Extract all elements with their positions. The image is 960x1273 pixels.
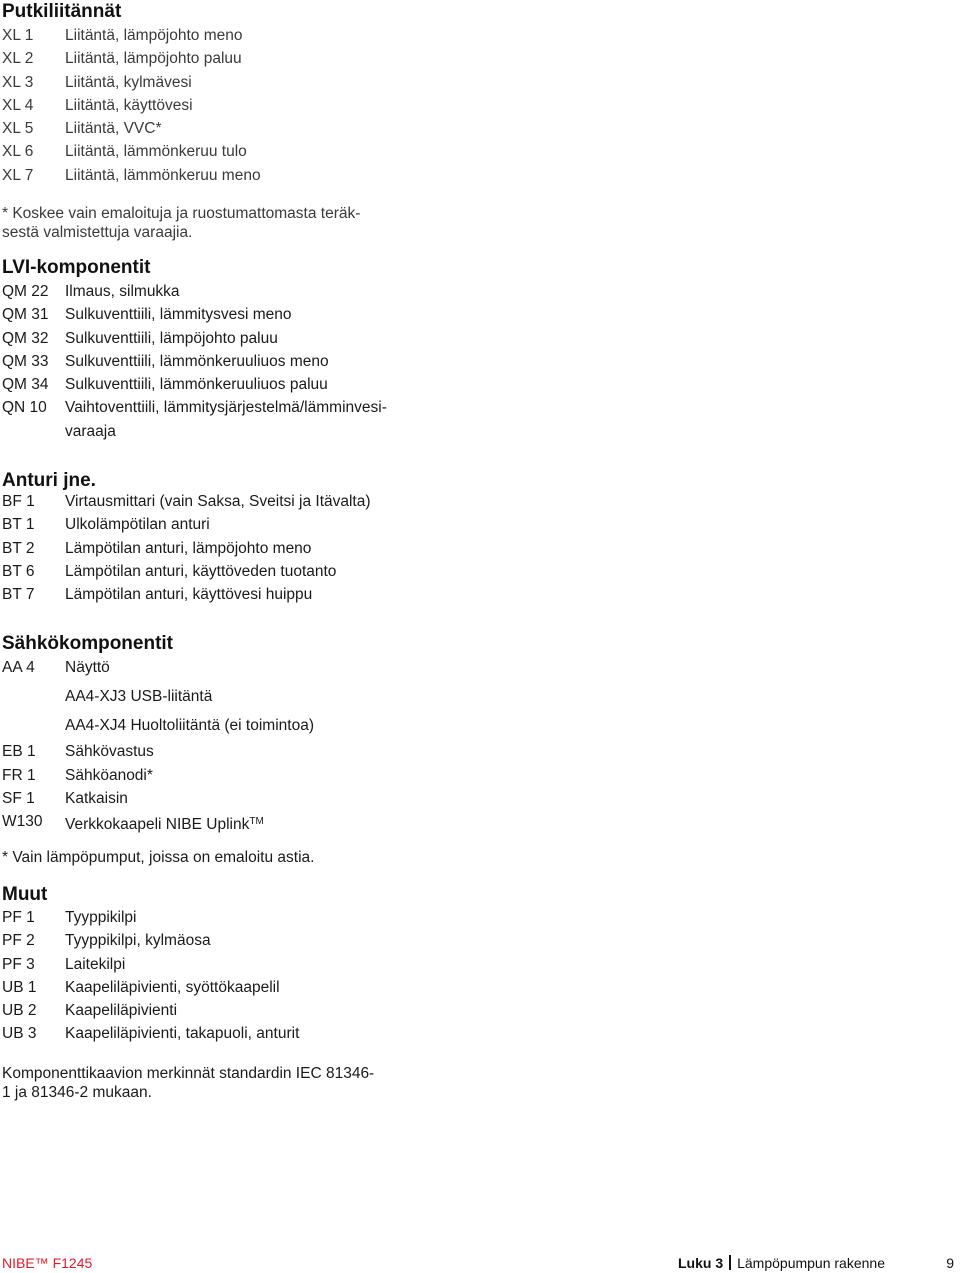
item-desc: Lämpötilan anturi, käyttövesi huippu xyxy=(65,586,313,604)
item-desc: Vaihtoventtiili, lämmitysjärjestelmä/lämminvesi- xyxy=(65,399,387,417)
item-code: BT 6 xyxy=(2,562,35,580)
item-code: UB 1 xyxy=(2,978,37,996)
chapter-label xyxy=(678,1253,885,1273)
list-item xyxy=(0,373,500,396)
trademark-sup: TM xyxy=(249,816,264,828)
chapter-number: Luku 3 xyxy=(677,1255,724,1271)
list-item xyxy=(0,164,500,187)
item-code: PF 3 xyxy=(2,955,35,973)
note-line: 1 ja 81346-2 mukaan. xyxy=(2,1084,152,1101)
list-item xyxy=(0,740,500,763)
list-item xyxy=(0,94,500,117)
section-putkiliitannat xyxy=(2,1,121,23)
list-item xyxy=(0,976,500,999)
list-item xyxy=(0,929,500,952)
list-item xyxy=(0,560,500,583)
item-desc: Liitäntä, kylmävesi xyxy=(65,73,192,91)
section-lvi xyxy=(2,257,150,279)
item-desc: Kaapeliläpivienti, syöttökaapelil xyxy=(65,978,280,996)
sub-item: AA4-XJ4 Huoltoliitäntä (ei toimintoa) xyxy=(65,717,314,735)
section-title: Sähkökomponentit xyxy=(2,633,174,654)
putki-footnote xyxy=(2,204,422,242)
item-code: BF 1 xyxy=(2,493,35,510)
list-item xyxy=(0,140,500,163)
section-anturi xyxy=(2,470,96,492)
item-desc: Tyyppikilpi xyxy=(65,909,137,926)
item-code: XL 4 xyxy=(2,96,34,114)
item-code: SF 1 xyxy=(2,789,35,807)
anturi-list xyxy=(0,490,500,606)
item-desc: Kaapeliläpivienti, takapuoli, anturit xyxy=(65,1025,300,1043)
page-footer xyxy=(0,1253,960,1273)
item-desc: Lämpötilan anturi, lämpöjohto meno xyxy=(65,539,312,557)
list-item xyxy=(0,327,500,350)
item-code: AA 4 xyxy=(2,659,35,676)
footnote-line: sestä valmistettuja varaajia. xyxy=(2,224,193,241)
footnote-line: * Koskee vain emaloituja ja ruostumattomasta teräk- xyxy=(2,205,361,222)
item-code: XL 1 xyxy=(2,27,34,44)
sahko-list xyxy=(0,656,500,833)
section-title: LVI-komponentit xyxy=(2,257,151,278)
sahko-footnote: * Vain lämpöpumput, joissa on emaloitu astia. xyxy=(2,849,315,866)
section-title: Putkiliitännät xyxy=(2,1,122,22)
item-desc: Sulkuventtiili, lämmitysvesi meno xyxy=(65,306,292,324)
list-item xyxy=(0,71,500,94)
item-desc: Tyyppikilpi, kylmäosa xyxy=(65,932,211,950)
item-desc: Lämpötilan anturi, käyttöveden tuotanto xyxy=(65,562,337,580)
item-desc: Sulkuventtiili, lämpöjohto paluu xyxy=(65,329,278,347)
item-desc: Liitäntä, lämmönkeruu meno xyxy=(65,166,261,184)
list-item xyxy=(0,280,500,303)
muut-list xyxy=(0,906,500,1046)
item-code: UB 3 xyxy=(2,1025,37,1043)
item-desc: Sulkuventtiili, lämmönkeruuliuos paluu xyxy=(65,376,328,394)
list-item xyxy=(0,656,500,679)
list-item xyxy=(0,303,500,326)
list-item xyxy=(0,953,500,976)
item-desc: Ulkolämpötilan anturi xyxy=(65,516,210,534)
item-code: QM 32 xyxy=(2,329,49,347)
section-title: Muut xyxy=(2,884,48,905)
item-code: W130 xyxy=(2,813,43,831)
note-line: Komponenttikaavion merkinnät standardin IEC 81346- xyxy=(2,1065,375,1082)
item-desc: Liitäntä, lämpöjohto meno xyxy=(65,27,243,44)
item-desc: Sähkövastus xyxy=(65,743,154,761)
item-desc: Liitäntä, käyttövesi xyxy=(65,96,193,114)
item-desc: Näyttö xyxy=(65,659,110,676)
chapter-title: Lämpöpumpun rakenne xyxy=(737,1255,885,1271)
list-item xyxy=(0,24,500,47)
item-code: XL 6 xyxy=(2,143,34,161)
list-item xyxy=(0,787,500,810)
item-desc: Liitäntä, lämpöjohto paluu xyxy=(65,50,242,68)
item-desc: Liitäntä, lämmönkeruu tulo xyxy=(65,143,247,161)
item-code: XL 3 xyxy=(2,73,34,91)
item-code: XL 2 xyxy=(2,50,34,68)
page-number: 9 xyxy=(946,1255,954,1271)
item-desc: Ilmaus, silmukka xyxy=(65,283,180,300)
item-code: QM 33 xyxy=(2,352,49,370)
item-code: PF 1 xyxy=(2,909,35,926)
item-desc xyxy=(65,810,264,836)
sub-item: AA4-XJ3 USB-liitäntä xyxy=(65,688,213,706)
section-title: Anturi jne. xyxy=(2,470,96,491)
list-item xyxy=(0,537,500,560)
item-code: BT 2 xyxy=(2,539,35,557)
list-item xyxy=(0,350,500,373)
item-code: FR 1 xyxy=(2,766,36,784)
list-item xyxy=(0,396,500,419)
item-code: QM 31 xyxy=(2,306,49,324)
item-code: QN 10 xyxy=(2,399,47,417)
item-desc: Liitäntä, VVC* xyxy=(65,120,162,138)
item-code: BT 7 xyxy=(2,586,35,604)
putki-list xyxy=(0,24,500,187)
list-item xyxy=(0,47,500,70)
item-code: QM 34 xyxy=(2,376,49,394)
item-code: PF 2 xyxy=(2,932,35,950)
product-name: NIBE™ F1245 xyxy=(2,1255,93,1271)
lvi-list xyxy=(0,280,500,443)
item-desc: Kaapeliläpivienti xyxy=(65,1002,178,1020)
item-desc: varaaja xyxy=(65,422,116,440)
list-item xyxy=(0,1022,500,1045)
list-item xyxy=(0,999,500,1022)
section-muut xyxy=(2,884,47,906)
list-item xyxy=(0,906,500,929)
item-code: XL 7 xyxy=(2,166,34,184)
item-code: BT 1 xyxy=(2,516,35,534)
list-item xyxy=(0,583,500,606)
section-sahko xyxy=(2,633,173,655)
chapter-separator xyxy=(729,1255,731,1270)
list-item xyxy=(0,810,500,833)
item-code: XL 5 xyxy=(2,120,34,138)
item-desc: Katkaisin xyxy=(65,789,128,807)
list-item xyxy=(0,490,500,513)
standard-note xyxy=(2,1064,422,1102)
list-item xyxy=(0,117,500,140)
item-code: UB 2 xyxy=(2,1002,37,1020)
item-desc: Virtausmittari (vain Saksa, Sveitsi ja Itävalta) xyxy=(65,493,371,510)
list-item xyxy=(0,513,500,536)
item-desc: Sähköanodi* xyxy=(65,766,153,784)
list-item-continuation xyxy=(0,420,500,443)
item-desc: Sulkuventtiili, lämmönkeruuliuos meno xyxy=(65,352,329,370)
item-desc: Laitekilpi xyxy=(65,955,126,973)
uplink-text: Verkkokaapeli NIBE Uplink xyxy=(65,816,250,834)
item-code: EB 1 xyxy=(2,743,36,761)
list-item xyxy=(0,764,500,787)
item-code: QM 22 xyxy=(2,283,49,300)
